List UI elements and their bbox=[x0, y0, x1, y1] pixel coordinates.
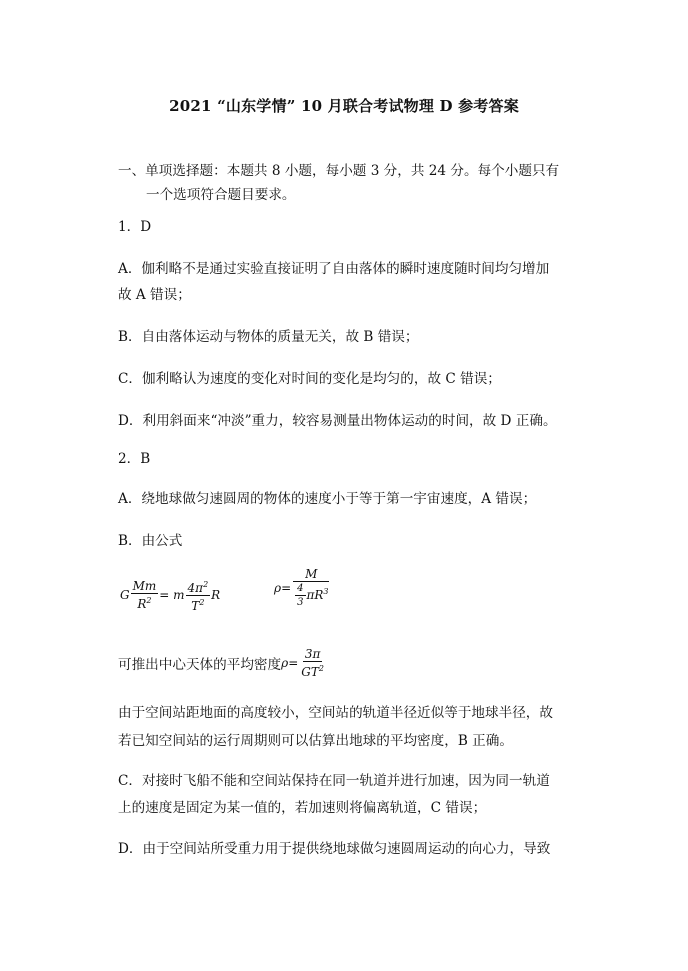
question-1-heading: 1．D bbox=[118, 219, 152, 235]
q2-infer-text: 可推出中心天体的平均密度 bbox=[118, 657, 282, 673]
formula-denominator: $R^2$ bbox=[137, 596, 152, 611]
formula-symbol: m bbox=[173, 588, 185, 602]
q2-option-b-cont-line-2: 若已知空间站的运行周期则可以估算出地球的平均密度，B 正确。 bbox=[118, 733, 513, 749]
q2-option-d-line-1: D．由于空间站所受重力用于提供绕地球做匀速圆周运动的向心力，导致 bbox=[118, 841, 551, 857]
section-heading-line-2: 一个选项符合题目要求。 bbox=[146, 187, 296, 203]
formula-equals: = bbox=[159, 588, 170, 602]
question-2-heading: 2．B bbox=[118, 451, 151, 467]
density-formula bbox=[274, 568, 332, 609]
formula-fraction bbox=[299, 648, 326, 679]
q2-option-a: A．绕地球做匀速圆周的物体的速度小于等于第一宇宙速度，A 错误； bbox=[118, 491, 537, 507]
formula-denominator: $\frac{4}{3}$ $\pi R^3$ bbox=[297, 583, 329, 608]
formula-symbol: R bbox=[211, 588, 221, 602]
page-title: 2021 “山东学情” 10 月联合考试物理 D 参考答案 bbox=[169, 97, 519, 115]
q2-option-c-line-2: 上的速度是固定为某一值的，若加速则将偏离轨道，C 错误； bbox=[118, 800, 487, 816]
formula-equals: = bbox=[281, 581, 292, 595]
q2-option-b-intro: B．由公式 bbox=[118, 533, 183, 549]
formula-numerator: M bbox=[293, 568, 329, 582]
q2-option-b-cont-line-1: 由于空间站距地面的高度较小，空间站的轨道半径近似等于地球半径，故 bbox=[118, 705, 553, 721]
formula-numerator: Mm bbox=[132, 579, 157, 593]
formula-denominator: $T^2$ bbox=[191, 598, 205, 613]
formula-fraction bbox=[186, 578, 211, 613]
formula-symbol: G bbox=[120, 588, 130, 602]
q2-infer-density bbox=[118, 647, 578, 681]
formula-numerator: 3π bbox=[304, 647, 321, 661]
q1-option-b: B．自由落体运动与物体的质量无关，故 B 错误； bbox=[118, 329, 419, 345]
formula-fraction bbox=[292, 568, 330, 609]
formula-equals: = bbox=[288, 656, 299, 670]
formula-numerator: $4\pi^2$ bbox=[187, 580, 209, 595]
gravitation-formula bbox=[120, 578, 220, 613]
q1-option-c: C．伽利略认为速度的变化对时间的变化是均匀的，故 C 错误； bbox=[118, 371, 501, 387]
q1-option-d: D．利用斜面来“冲淡”重力，较容易测量出物体运动的时间，故 D 正确。 bbox=[118, 413, 557, 429]
formula-fraction bbox=[131, 580, 159, 611]
q1-option-a-line-1: A．伽利略不是通过实验直接证明了自由落体的瞬时速度随时间均匀增加 bbox=[118, 261, 550, 277]
formula-symbol: ρ bbox=[281, 656, 289, 670]
formula-denominator: $GT^2$ bbox=[301, 664, 324, 679]
q1-option-a-line-2: 故 A 错误； bbox=[118, 287, 191, 303]
q2-option-c-line-1: C．对接时飞船不能和空间站保持在同一轨道并进行加速，因为同一轨道 bbox=[118, 773, 550, 789]
section-heading-line-1: 一、单项选择题：本题共 8 小题，每小题 3 分，共 24 分。每个小题只有 bbox=[118, 163, 560, 179]
formula-symbol: ρ bbox=[274, 581, 282, 595]
